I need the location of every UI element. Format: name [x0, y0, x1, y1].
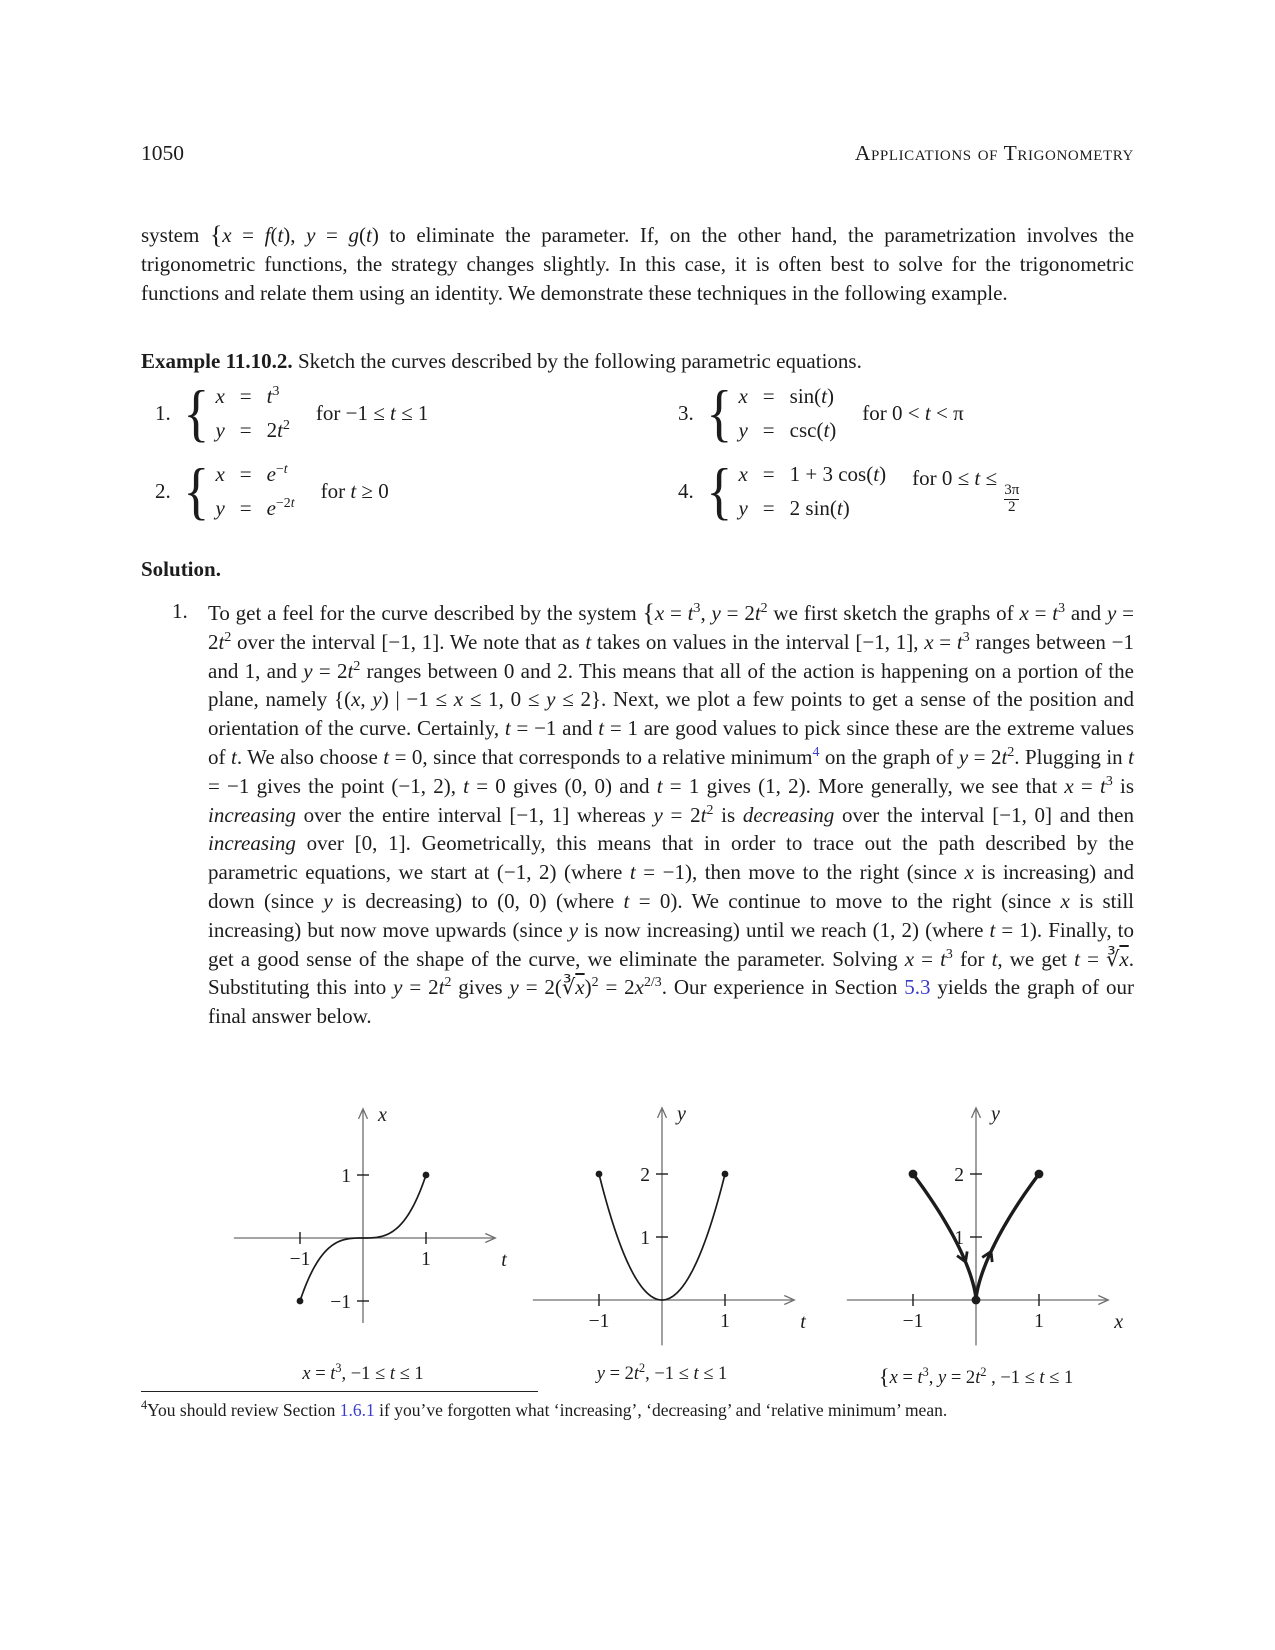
intro-paragraph: system {x = f(t), y = g(t) to eliminate the parameter. If, on the other hand, the parametrization involves the trigonometric functions, the strategy changes slightly. In this case, it is often best to solve for the trigonometric functions and relate them using an identity. We demonstrate these techniques in the following example. [141, 220, 1135, 305]
running-head: Applications of Trigonometry [854, 141, 1134, 165]
h-axis-label: t [501, 1249, 507, 1271]
figure-x-vs-t-cubic [205, 1096, 520, 1348]
page-number: 1050 [141, 141, 184, 165]
h-tick-label: −1 [588, 1311, 610, 1332]
equations: x = $e^{-t}$ y = $e^{-2t}$ [215, 461, 295, 520]
figure-2-caption: $y = 2t^2$, −1 ≤ t ≤ 1 [596, 1360, 728, 1384]
figure-y-vs-t-parabola [504, 1096, 819, 1364]
left-brace: { [183, 455, 210, 526]
item-number: 1. [155, 400, 171, 425]
endpoint-dot [423, 1172, 430, 1179]
h-tick-label: 1 [720, 1311, 730, 1332]
h-tick-label: 1 [1034, 1311, 1044, 1332]
equations: x = $t^3$ y = $2t^2$ [215, 383, 290, 442]
endpoint-dot [596, 1171, 603, 1178]
footnote-text: $^4$You should review Section 1.6.1 if you’ve forgotten what ‘increasing’, ‘decreasing’ and ‘relative minimum’ mean. [141, 1398, 948, 1420]
v-tick-label: −1 [330, 1292, 351, 1313]
endpoint-dot [1035, 1170, 1044, 1179]
figure-final-curve [818, 1096, 1133, 1364]
footnote-ref-4[interactable]: 4 [812, 743, 820, 759]
parameter-condition: for 0 ≤ t ≤ $\frac{3\pi}{2}$ [912, 466, 1020, 515]
left-brace: { [183, 377, 210, 448]
example-heading [141, 349, 1134, 374]
h-tick-label: −1 [902, 1311, 924, 1332]
v-tick-label: 2 [640, 1165, 650, 1186]
footnote-rule [141, 1391, 538, 1392]
parametric-system-1 [155, 377, 429, 448]
section-5-3-link[interactable]: 5.3 [904, 975, 931, 1000]
v-tick-label: 1 [954, 1228, 964, 1249]
left-brace: { [706, 455, 733, 526]
figure-1-caption: $x = t^3$, −1 ≤ t ≤ 1 [302, 1360, 424, 1384]
h-tick-label: −1 [289, 1249, 311, 1270]
item-number: 4. [678, 478, 694, 503]
solution-heading: Solution. [141, 557, 221, 581]
equations: x = sin(t) y = csc(t) [738, 384, 837, 442]
solution-item-number: 1. [172, 599, 188, 623]
v-tick-label: 1 [640, 1228, 650, 1249]
figure-3-caption: {$x = t^3$, $y = 2t^2$ , −1 ≤ t ≤ 1 [878, 1364, 1074, 1389]
example-text: Sketch the curves described by the following parametric equations. [297, 349, 862, 373]
equations: x = 1 + 3 cos(t) y = 2 sin(t) [738, 462, 887, 520]
h-axis-label: x [1114, 1311, 1124, 1333]
endpoint-dot [722, 1171, 729, 1178]
v-axis-label: y [991, 1102, 1000, 1125]
parameter-condition: for −1 ≤ t ≤ 1 [315, 400, 429, 425]
parametric-system-2 [155, 455, 389, 526]
endpoint-dot [909, 1170, 918, 1179]
parameter-condition: for t ≥ 0 [320, 478, 389, 503]
v-axis-label: y [677, 1102, 686, 1125]
section-1-6-1-link[interactable]: 1.6.1 [339, 1400, 375, 1420]
left-brace: { [706, 377, 733, 448]
v-tick-label: 2 [954, 1165, 964, 1186]
h-axis-label: t [800, 1311, 806, 1333]
example-label: Example 11.10.2. [141, 349, 293, 373]
endpoint-dot [297, 1298, 304, 1305]
h-tick-label: 1 [421, 1249, 431, 1270]
item-number: 3. [678, 400, 694, 425]
parametric-system-3 [678, 377, 964, 448]
endpoint-dot [972, 1296, 981, 1305]
v-tick-label: 1 [341, 1166, 351, 1187]
v-axis-label: x [378, 1103, 387, 1126]
parametric-system-4 [678, 455, 1020, 526]
item-number: 2. [155, 478, 171, 503]
solution-paragraph: To get a feel for the curve described by the system {$x = t^3$, $y = 2t^2$ we first sketch the graphs of $x = t^3$ and $y = 2t^2$ over the interval [−1, 1]. We note that as t takes on values in the interval [−1, 1], $x = t^3$ ranges between −1 and 1, and $y = 2t^2$ ranges between 0 and 2. This means that all of the action is happening on a portion of the plane, namely {(x, y) | −1 ≤ x ≤ 1, 0 ≤ y ≤ 2}. Next, we plot a few points to get a sense of the position and orientation of the curve. Certainly, t = −1 and t = 1 are good values to pick since these are the extreme values of t. We also choose t = 0, since that corresponds to a relative minimum$^4$ on the graph of $y = 2t^2$. Plugging in t = −1 gives the point (−1, 2), t = 0 gives (0, 0) and t = 1 gives (1, 2). More generally, we see that $x = t^3$ is increasing over the entire interval [−1, 1] whereas $y = 2t^2$ is decreasing over the interval [−1, 0] and then increasing over [0, 1]. Geometrically, this means that in order to trace out the path described by the parametric equations, we start at (−1, 2) (where t = −1), then move to the right (since x is increasing) and down (since y is decreasing) to (0, 0) (where t = 0). We continue to move to the right (since x is still increasing) but now move upwards (since y is now increasing) until we reach (1, 2) (where t = 1). Finally, to get a good sense of the shape of the curve, we eliminate the parameter. Solving $x = t^3$ for t, we get $t = ∛\overline{x}$. Substituting this into $y = 2t^2$ gives $y = 2(∛\overline{x})^2 = 2x^{2/3}$. Our experience in Section 5.3 yields the graph of our final answer below. [208, 598, 1135, 1029]
parameter-condition: for 0 < t < π [862, 400, 964, 425]
